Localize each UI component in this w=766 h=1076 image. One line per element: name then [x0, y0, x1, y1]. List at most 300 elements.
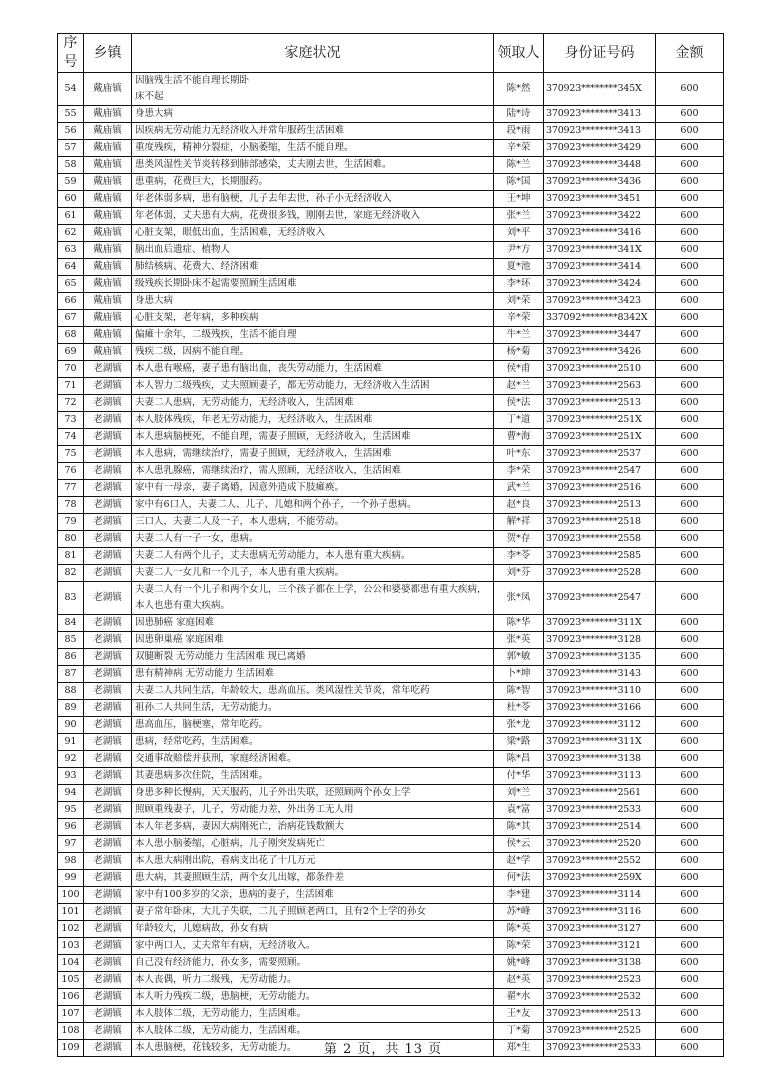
table-row	[58, 429, 724, 446]
cell-recipient: 袁*富	[494, 802, 544, 819]
cell-recipient: 辛*荣	[494, 140, 544, 157]
table-row	[58, 395, 724, 412]
cell-seq: 89	[58, 700, 84, 717]
cell-recipient: 陈*荣	[494, 938, 544, 955]
cell-amount: 600	[656, 819, 724, 836]
cell-recipient: 赵*兰	[494, 378, 544, 395]
cell-seq: 84	[58, 615, 84, 632]
cell-seq: 109	[58, 1040, 84, 1057]
cell-amount: 600	[656, 683, 724, 700]
cell-seq: 57	[58, 140, 84, 157]
cell-amount: 600	[656, 751, 724, 768]
cell-seq: 97	[58, 836, 84, 853]
cell-recipient: 牛*兰	[494, 327, 544, 344]
cell-id-number: 370923********2528	[544, 565, 656, 582]
cell-recipient: 赵*良	[494, 497, 544, 514]
cell-recipient: 张*龙	[494, 717, 544, 734]
cell-town: 老湖镇	[84, 819, 132, 836]
cell-id-number: 370923********3423	[544, 293, 656, 310]
cell-situation: 年老体弱多病，患有脑梗，儿子去年去世，孙子小无经济收入	[132, 191, 494, 208]
header-situation: 家庭状况	[132, 34, 494, 73]
cell-id-number: 370923********345X	[544, 73, 656, 106]
table-row	[58, 344, 724, 361]
cell-town: 老湖镇	[84, 938, 132, 955]
cell-amount: 600	[656, 463, 724, 480]
table-row	[58, 565, 724, 582]
table-row	[58, 989, 724, 1006]
cell-recipient: 赵*英	[494, 972, 544, 989]
cell-seq: 75	[58, 446, 84, 463]
cell-id-number: 370923********3128	[544, 632, 656, 649]
cell-town: 老湖镇	[84, 480, 132, 497]
cell-town: 老湖镇	[84, 446, 132, 463]
cell-amount: 600	[656, 785, 724, 802]
cell-id-number: 370923********3114	[544, 887, 656, 904]
cell-amount: 600	[656, 378, 724, 395]
table-row	[58, 615, 724, 632]
cell-recipient: 曹*海	[494, 429, 544, 446]
table-row	[58, 123, 724, 140]
cell-situation: 本人年老多病，妻因大病刚死亡，治病花钱数额大	[132, 819, 494, 836]
cell-amount: 600	[656, 582, 724, 615]
cell-town: 戴庙镇	[84, 157, 132, 174]
table-row	[58, 480, 724, 497]
cell-town: 老湖镇	[84, 497, 132, 514]
table-row	[58, 412, 724, 429]
cell-recipient: 杜*苓	[494, 700, 544, 717]
cell-situation: 身患大病	[132, 106, 494, 123]
cell-recipient: 李*环	[494, 276, 544, 293]
table-row	[58, 293, 724, 310]
cell-amount: 600	[656, 327, 724, 344]
cell-situation: 双腿断裂 无劳动能力 生活困难 现已离婚	[132, 649, 494, 666]
cell-recipient: 卜*坤	[494, 666, 544, 683]
table-row	[58, 802, 724, 819]
cell-amount: 600	[656, 548, 724, 565]
cell-amount: 600	[656, 666, 724, 683]
cell-seq: 92	[58, 751, 84, 768]
cell-seq: 70	[58, 361, 84, 378]
table-row	[58, 649, 724, 666]
cell-amount: 600	[656, 649, 724, 666]
cell-situation: 夫妻二人有一子一女，患病。	[132, 531, 494, 548]
cell-recipient: 何*法	[494, 870, 544, 887]
cell-situation: 年龄较大，儿媳病故，孙女有病	[132, 921, 494, 938]
cell-situation: 家中有100多岁的父亲，患病的妻子，生活困难	[132, 887, 494, 904]
cell-amount: 600	[656, 972, 724, 989]
cell-id-number: 370923********3451	[544, 191, 656, 208]
cell-situation: 重度残疾，精神分裂症，小脑萎缩，生活不能自理。	[132, 140, 494, 157]
cell-seq: 94	[58, 785, 84, 802]
cell-id-number: 370923********3426	[544, 344, 656, 361]
cell-situation: 本人肢体残疾，年老无劳动能力，无经济收入，生活困难	[132, 412, 494, 429]
cell-id-number: 370923********2547	[544, 463, 656, 480]
cell-recipient: 侯*法	[494, 395, 544, 412]
cell-id-number: 370923********3138	[544, 751, 656, 768]
cell-seq: 99	[58, 870, 84, 887]
cell-seq: 60	[58, 191, 84, 208]
cell-town: 戴庙镇	[84, 140, 132, 157]
cell-seq: 103	[58, 938, 84, 955]
cell-situation: 患大病，其妻照顾生活，两个女儿出嫁，都条件差	[132, 870, 494, 887]
table-row	[58, 310, 724, 327]
cell-id-number: 370923********2533	[544, 1040, 656, 1057]
cell-town: 老湖镇	[84, 1023, 132, 1040]
cell-id-number: 337092********8342X	[544, 310, 656, 327]
cell-town: 戴庙镇	[84, 310, 132, 327]
table-row	[58, 632, 724, 649]
cell-recipient: 夏*池	[494, 259, 544, 276]
cell-recipient: 姚*峰	[494, 955, 544, 972]
cell-seq: 78	[58, 497, 84, 514]
cell-situation: 本人肢体二级，无劳动能力，生活困难。	[132, 1023, 494, 1040]
cell-seq: 63	[58, 242, 84, 259]
cell-amount: 600	[656, 73, 724, 106]
cell-id-number: 370923********2510	[544, 361, 656, 378]
table-row	[58, 208, 724, 225]
cell-seq: 81	[58, 548, 84, 565]
cell-town: 戴庙镇	[84, 208, 132, 225]
cell-seq: 93	[58, 768, 84, 785]
cell-situation: 肺结核病、花费大、经济困难	[132, 259, 494, 276]
cell-recipient: 张*凤	[494, 582, 544, 615]
relief-table	[57, 33, 724, 1057]
table-row	[58, 955, 724, 972]
cell-id-number: 370923********2585	[544, 548, 656, 565]
cell-town: 戴庙镇	[84, 73, 132, 106]
cell-recipient: 陈*其	[494, 819, 544, 836]
cell-town: 老湖镇	[84, 463, 132, 480]
cell-recipient: 武*兰	[494, 480, 544, 497]
table-row	[58, 514, 724, 531]
cell-town: 老湖镇	[84, 378, 132, 395]
cell-amount: 600	[656, 497, 724, 514]
cell-town: 老湖镇	[84, 514, 132, 531]
cell-situation: 本人患大病刚出院，看病支出花了十几万元	[132, 853, 494, 870]
cell-seq: 54	[58, 73, 84, 106]
cell-recipient: 段*雨	[494, 123, 544, 140]
cell-amount: 600	[656, 344, 724, 361]
cell-id-number: 370923********3429	[544, 140, 656, 157]
cell-situation: 妻子常年卧床，大儿子失联，二儿子照顾老两口，且有2个上学的孙女	[132, 904, 494, 921]
page-number: 第 2 页，共 13 页	[323, 1042, 443, 1057]
cell-id-number: 370923********341X	[544, 242, 656, 259]
header-town: 乡镇	[84, 34, 132, 73]
cell-recipient: 侯*甫	[494, 361, 544, 378]
cell-recipient: 付*华	[494, 768, 544, 785]
cell-amount: 600	[656, 225, 724, 242]
cell-seq: 87	[58, 666, 84, 683]
cell-recipient: 刘*兰	[494, 785, 544, 802]
cell-amount: 600	[656, 870, 724, 887]
cell-amount: 600	[656, 768, 724, 785]
cell-id-number: 370923********311X	[544, 615, 656, 632]
cell-amount: 600	[656, 276, 724, 293]
cell-recipient: 解*祥	[494, 514, 544, 531]
cell-situation: 本人听力残疾二级，患脑梗，无劳动能力。	[132, 989, 494, 1006]
table-row	[58, 497, 724, 514]
cell-situation: 患高血压，脑梗塞，常年吃药。	[132, 717, 494, 734]
cell-amount: 600	[656, 412, 724, 429]
table-row	[58, 531, 724, 548]
cell-amount: 600	[656, 955, 724, 972]
table-row	[58, 768, 724, 785]
header-amount: 金额	[656, 34, 724, 73]
table-row	[58, 972, 724, 989]
cell-recipient: 李*建	[494, 887, 544, 904]
cell-situation: 家中有6口人，夫妻二人、儿子、儿媳和两个孙子，一个孙子患病。	[132, 497, 494, 514]
cell-recipient: 郭*敏	[494, 649, 544, 666]
cell-town: 老湖镇	[84, 531, 132, 548]
cell-situation: 夫妻二人共同生活，年龄较大，患高血压、类风湿性关节炎，常年吃药	[132, 683, 494, 700]
cell-situation: 患类风湿性关节炎转移到肺部感染，丈夫刚去世，生活困难。	[132, 157, 494, 174]
cell-situation: 夫妻二人一女儿和一个儿子，本人患有重大疾病。	[132, 565, 494, 582]
cell-town: 戴庙镇	[84, 259, 132, 276]
cell-seq: 74	[58, 429, 84, 446]
cell-recipient: 刘*平	[494, 225, 544, 242]
cell-situation: 夫妻二人患病，无劳动能力，无经济收入，生活困难	[132, 395, 494, 412]
cell-amount: 600	[656, 514, 724, 531]
cell-seq: 67	[58, 310, 84, 327]
table-row	[58, 582, 724, 615]
cell-recipient: 陆*诗	[494, 106, 544, 123]
cell-seq: 98	[58, 853, 84, 870]
cell-town: 老湖镇	[84, 734, 132, 751]
cell-seq: 77	[58, 480, 84, 497]
cell-seq: 65	[58, 276, 84, 293]
cell-town: 老湖镇	[84, 649, 132, 666]
cell-recipient: 陈*昌	[494, 751, 544, 768]
cell-town: 老湖镇	[84, 972, 132, 989]
cell-town: 老湖镇	[84, 785, 132, 802]
cell-id-number: 370923********259X	[544, 870, 656, 887]
cell-id-number: 370923********3413	[544, 123, 656, 140]
cell-town: 老湖镇	[84, 429, 132, 446]
cell-recipient: 梁*路	[494, 734, 544, 751]
cell-town: 老湖镇	[84, 717, 132, 734]
cell-situation: 夫妻二人有两个儿子，丈夫患病无劳动能力，本人患有重大疾病。	[132, 548, 494, 565]
cell-amount: 600	[656, 259, 724, 276]
cell-amount: 600	[656, 989, 724, 1006]
cell-amount: 600	[656, 242, 724, 259]
cell-amount: 600	[656, 1006, 724, 1023]
cell-amount: 600	[656, 853, 724, 870]
table-row	[58, 666, 724, 683]
cell-id-number: 370923********2563	[544, 378, 656, 395]
cell-amount: 600	[656, 191, 724, 208]
cell-town: 老湖镇	[84, 582, 132, 615]
cell-seq: 106	[58, 989, 84, 1006]
cell-amount: 600	[656, 123, 724, 140]
cell-id-number: 370923********2547	[544, 582, 656, 615]
cell-town: 戴庙镇	[84, 327, 132, 344]
cell-recipient: 叶*东	[494, 446, 544, 463]
cell-amount: 600	[656, 734, 724, 751]
cell-seq: 86	[58, 649, 84, 666]
cell-situation: 交通事故赔偿并获刑，家庭经济困难。	[132, 751, 494, 768]
cell-id-number: 370923********2516	[544, 480, 656, 497]
cell-town: 老湖镇	[84, 1006, 132, 1023]
cell-amount: 600	[656, 700, 724, 717]
cell-seq: 85	[58, 632, 84, 649]
cell-situation: 身患大病	[132, 293, 494, 310]
table-row	[58, 174, 724, 191]
table-row	[58, 225, 724, 242]
cell-id-number: 370923********3424	[544, 276, 656, 293]
cell-seq: 68	[58, 327, 84, 344]
cell-town: 老湖镇	[84, 904, 132, 921]
table-row	[58, 683, 724, 700]
cell-seq: 90	[58, 717, 84, 734]
cell-seq: 58	[58, 157, 84, 174]
cell-id-number: 370923********3121	[544, 938, 656, 955]
cell-id-number: 370923********3448	[544, 157, 656, 174]
cell-seq: 88	[58, 683, 84, 700]
cell-town: 老湖镇	[84, 853, 132, 870]
cell-situation: 本人患小脑萎缩，心脏病，儿子刚突发病死亡	[132, 836, 494, 853]
cell-situation: 本人患有喉癌，妻子患有脑出血，丧失劳动能力，生活困难	[132, 361, 494, 378]
cell-amount: 600	[656, 446, 724, 463]
table-row	[58, 938, 724, 955]
cell-recipient: 陈*华	[494, 615, 544, 632]
table-row	[58, 327, 724, 344]
cell-id-number: 370923********311X	[544, 734, 656, 751]
cell-amount: 600	[656, 921, 724, 938]
cell-seq: 69	[58, 344, 84, 361]
cell-seq: 107	[58, 1006, 84, 1023]
cell-situation: 本人丧偶，听力二级残，无劳动能力。	[132, 972, 494, 989]
cell-id-number: 370923********2537	[544, 446, 656, 463]
table-row	[58, 361, 724, 378]
cell-amount: 600	[656, 632, 724, 649]
table-row	[58, 73, 724, 106]
table-row	[58, 446, 724, 463]
cell-amount: 600	[656, 106, 724, 123]
table-row	[58, 921, 724, 938]
cell-amount: 600	[656, 174, 724, 191]
cell-id-number: 370923********2525	[544, 1023, 656, 1040]
cell-id-number: 370923********3436	[544, 174, 656, 191]
cell-situation: 患重病，花费巨大，长期服药。	[132, 174, 494, 191]
cell-seq: 80	[58, 531, 84, 548]
cell-seq: 61	[58, 208, 84, 225]
cell-id-number: 370923********3116	[544, 904, 656, 921]
cell-recipient: 丁*菊	[494, 1023, 544, 1040]
cell-id-number: 370923********2518	[544, 514, 656, 531]
cell-town: 老湖镇	[84, 548, 132, 565]
cell-seq: 59	[58, 174, 84, 191]
table-header-row	[58, 34, 724, 73]
cell-town: 戴庙镇	[84, 106, 132, 123]
cell-recipient: 李*荣	[494, 463, 544, 480]
cell-seq: 101	[58, 904, 84, 921]
cell-id-number: 370923********3413	[544, 106, 656, 123]
cell-recipient: 杨*菊	[494, 344, 544, 361]
cell-recipient: 苏*峰	[494, 904, 544, 921]
table-row	[58, 904, 724, 921]
cell-id-number: 370923********3414	[544, 259, 656, 276]
cell-situation: 身患多种长慢病，天天服药，儿子外出失联，还照顾两个孙女上学	[132, 785, 494, 802]
cell-town: 老湖镇	[84, 412, 132, 429]
cell-amount: 600	[656, 208, 724, 225]
cell-recipient: 赵*学	[494, 853, 544, 870]
cell-situation: 三口人，夫妻二人及一子，本人患病，不能劳动。	[132, 514, 494, 531]
cell-id-number: 370923********3110	[544, 683, 656, 700]
cell-recipient: 张*兰	[494, 208, 544, 225]
cell-seq: 55	[58, 106, 84, 123]
cell-id-number: 370923********2514	[544, 819, 656, 836]
cell-amount: 600	[656, 310, 724, 327]
cell-amount: 600	[656, 361, 724, 378]
cell-town: 老湖镇	[84, 615, 132, 632]
cell-id-number: 370923********2513	[544, 497, 656, 514]
cell-situation: 因疾病无劳动能力无经济收入并常年服药生活困难	[132, 123, 494, 140]
cell-amount: 600	[656, 904, 724, 921]
table-row	[58, 853, 724, 870]
cell-amount: 600	[656, 802, 724, 819]
cell-seq: 56	[58, 123, 84, 140]
cell-seq: 100	[58, 887, 84, 904]
cell-seq: 64	[58, 259, 84, 276]
cell-situation: 祖孙二人共同生活，无劳动能力。	[132, 700, 494, 717]
cell-town: 老湖镇	[84, 955, 132, 972]
cell-town: 戴庙镇	[84, 225, 132, 242]
cell-town: 老湖镇	[84, 887, 132, 904]
cell-recipient: 翟*水	[494, 989, 544, 1006]
table-row	[58, 463, 724, 480]
cell-seq: 95	[58, 802, 84, 819]
cell-situation: 照顾重残妻子，儿子，劳动能力差，外出务工无人用	[132, 802, 494, 819]
table-row	[58, 157, 724, 174]
cell-id-number: 370923********3166	[544, 700, 656, 717]
cell-situation: 本人患脑梗，花钱较多，无劳动能力。	[132, 1040, 494, 1057]
table-row	[58, 785, 724, 802]
table-row	[58, 819, 724, 836]
table-row	[58, 734, 724, 751]
cell-id-number: 370923********3127	[544, 921, 656, 938]
cell-situation: 因脑残生活不能自理长期卧 床不起	[132, 73, 494, 106]
cell-id-number: 370923********2552	[544, 853, 656, 870]
table-row	[58, 887, 724, 904]
cell-id-number: 370923********3416	[544, 225, 656, 242]
cell-situation: 其妻患病多次住院，生活困难。	[132, 768, 494, 785]
cell-situation: 夫妻二人有一个儿子和两个女儿，三个孩子都在上学，公公和婆婆都患有重大疾病，本人也患有重大疾病。	[132, 582, 494, 615]
cell-situation: 患有精神病 无劳动能力 生活困难	[132, 666, 494, 683]
cell-seq: 104	[58, 955, 84, 972]
cell-id-number: 370923********3112	[544, 717, 656, 734]
table-row	[58, 259, 724, 276]
cell-id-number: 370923********3113	[544, 768, 656, 785]
cell-seq: 62	[58, 225, 84, 242]
cell-amount: 600	[656, 157, 724, 174]
table-row	[58, 106, 724, 123]
cell-recipient: 陈*然	[494, 73, 544, 106]
cell-town: 老湖镇	[84, 666, 132, 683]
cell-town: 戴庙镇	[84, 344, 132, 361]
cell-recipient: 李*苓	[494, 548, 544, 565]
cell-amount: 600	[656, 429, 724, 446]
table-row	[58, 836, 724, 853]
cell-town: 戴庙镇	[84, 293, 132, 310]
cell-amount: 600	[656, 836, 724, 853]
cell-id-number: 370923********2558	[544, 531, 656, 548]
cell-situation: 家中两口人，丈夫常年有病，无经济收入。	[132, 938, 494, 955]
cell-situation: 家中有一母亲，妻子离婚，因意外造成下肢瘫痪。	[132, 480, 494, 497]
cell-recipient: 尹*方	[494, 242, 544, 259]
cell-town: 戴庙镇	[84, 276, 132, 293]
cell-situation: 残疾二级，因病不能自理。	[132, 344, 494, 361]
cell-recipient: 刘*荣	[494, 293, 544, 310]
